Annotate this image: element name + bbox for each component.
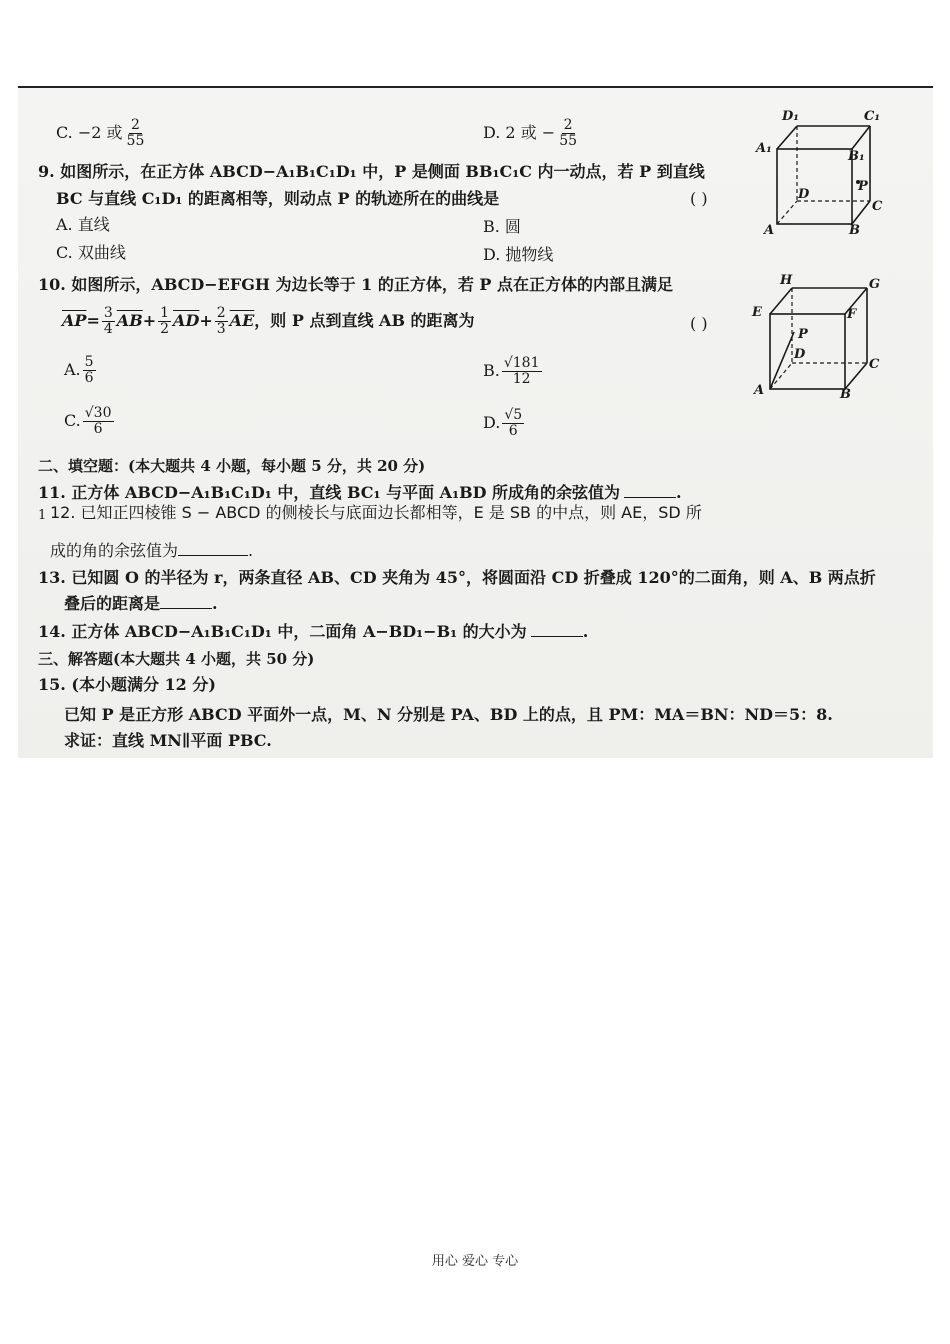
q10-label-C: C — [869, 357, 880, 372]
q10-label-P: P — [798, 327, 808, 342]
q15-line1: 已知 P 是正方形 ABCD 平面外一点，M、N 分别是 PA、BD 上的点，且 PM：MA＝BN：ND＝5：8. — [64, 705, 833, 724]
q9-label-B1: B₁ — [848, 149, 865, 164]
q10-line1: 10. 如图所示，ABCD−EFGH 为边长等于 1 的正方体，若 P 点在正方体的内部且满足 — [38, 275, 674, 294]
q10-label-F: F — [847, 307, 857, 322]
q10-vector-equation: $\overline{AP}=$ $\frac{3}{4}$ $\overline{AB}+$ $\frac{1}{2}$ $\overline{AD}+$ $\frac{2}{3}$ $\overline{AE}$，则 P 点到直线 AB 的距离为 — [62, 305, 475, 337]
q9-label-P: P — [858, 179, 868, 194]
q9-option-c: C. 双曲线 — [56, 243, 126, 262]
q10-label-A: A — [754, 383, 765, 398]
q9-label-C: C — [872, 199, 883, 214]
page-footer: 用心 爱心 专心 — [431, 1254, 519, 1269]
q9-label-B: B — [849, 223, 860, 236]
q9-cube-figure — [752, 104, 892, 240]
q14-answer-blank — [531, 622, 583, 637]
q9-option-d: D. 抛物线 — [483, 245, 554, 264]
q12-answer-blank — [178, 541, 248, 556]
section-fill-in-title: 二、填空题：(本大题共 4 小题，每小题 5 分，共 20 分) — [38, 457, 426, 475]
q12-line1: 12. 已知正四棱锥 S − ABCD 的侧棱长与底面边长都相等，E 是 SB 的中点，则 AE，SD 所 — [50, 503, 702, 522]
q13-line1: 13. 已知圆 O 的半径为 r，两条直径 AB、CD 夹角为 45°，将圆面沿 CD 折叠成 120°的二面角，则 A、B 两点折 — [38, 568, 876, 587]
q10-cube-figure — [750, 272, 890, 408]
q10-option-c: C. $\frac{√30}{6}$ — [64, 405, 112, 437]
q9-answer-paren: ( ) — [690, 189, 708, 208]
q9-line1: 9. 如图所示，在正方体 ABCD−A₁B₁C₁D₁ 中，P 是侧面 BB₁C₁C 内一动点，若 P 到直线 — [38, 162, 705, 181]
section-solution-title: 三、解答题(本大题共 4 小题，共 50 分) — [38, 650, 315, 668]
q14-text: 14. 正方体 ABCD−A₁B₁C₁D₁ 中，二面角 A−BD₁−B₁ 的大小为 . — [38, 622, 589, 641]
q10-label-H: H — [780, 273, 793, 288]
q9-label-A1: A₁ — [756, 141, 772, 156]
q9-label-C1: C₁ — [864, 109, 881, 124]
q12-line2: 成的角的余弦值为 . — [50, 541, 254, 560]
q10-label-D: D — [794, 347, 806, 362]
q10-option-b: B. $\frac{√181}{12}$ — [483, 355, 540, 387]
q12-margin-mark: 1 — [38, 508, 47, 523]
q13-answer-blank — [160, 594, 212, 609]
q11-answer-blank — [624, 483, 676, 498]
q10-answer-paren: ( ) — [690, 314, 708, 333]
q9-label-D: D — [798, 187, 810, 202]
q10-option-d: D. $\frac{√5}{6}$ — [483, 407, 523, 439]
q9-label-D1: D₁ — [782, 109, 799, 124]
q10-label-B: B — [840, 387, 851, 402]
q10-option-a: A. $\frac{5}{6}$ — [64, 354, 94, 386]
q15-line2: 求证：直线 MN∥平面 PBC. — [64, 731, 272, 750]
q10-label-G: G — [869, 277, 881, 292]
q9-line2: BC 与直线 C₁D₁ 的距离相等，则动点 P 的轨迹所在的曲线是 — [56, 189, 500, 208]
q10-label-E: E — [752, 305, 762, 320]
q13-line2: 叠后的距离是 . — [64, 594, 218, 613]
q9-option-b: B. 圆 — [483, 217, 521, 236]
q9-option-a: A. 直线 — [56, 215, 110, 234]
header-rule — [18, 86, 933, 88]
q15-heading: 15. (本小题满分 12 分) — [38, 675, 216, 694]
q11-text: 11. 正方体 ABCD−A₁B₁C₁D₁ 中，直线 BC₁ 与平面 A₁BD 所成角的余弦值为 . — [38, 483, 682, 502]
q9-label-A: A — [764, 223, 775, 236]
q8-option-d: D. 2 或 − $\frac{2}{55}$ — [483, 117, 578, 149]
q8-option-c: C. −2 或 $\frac{2}{55}$ — [56, 117, 145, 149]
